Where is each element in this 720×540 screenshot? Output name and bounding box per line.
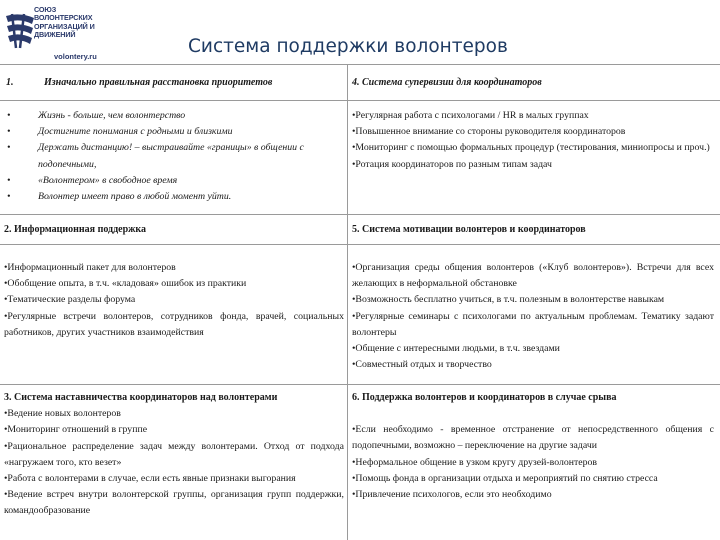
list-item: • «Волонтером» в свободное время <box>7 174 178 186</box>
row-divider <box>0 214 720 215</box>
list-item: •Регулярные встречи волонтеров, сотрудников фонда, врачей, социальных работников, других участников взаимодействия <box>4 310 344 338</box>
section-3-title: 3. Система наставничества координаторов над волонтерами <box>4 392 278 403</box>
row-divider <box>0 384 720 385</box>
list-item: • Держать дистанцию! – выстраивайте «границы» в общении с подопечными, <box>7 142 304 170</box>
list-item: •Регулярная работа с психологами / HR в малых группах <box>352 110 589 121</box>
logo-website: volontery.ru <box>54 52 97 61</box>
list-item: •Мониторинг отношений в группе <box>4 424 148 436</box>
section-1-list <box>0 108 345 205</box>
list-item: •Рациональное распределение задач между волонтерами. Отход от подхода «нагружаем того, кто везет» <box>4 440 344 468</box>
section-6-title: 6. Поддержка волонтеров и координаторов в случае срыва <box>352 392 617 403</box>
list-item: •Повышенное внимание со стороны руководителя координаторов <box>352 126 626 138</box>
support-table <box>0 64 720 540</box>
section-3-content <box>4 390 344 520</box>
section-4-content <box>352 108 714 173</box>
list-item: • Достигните понимания с родными и близкими <box>7 126 233 138</box>
section-2-content <box>4 260 344 341</box>
section-1-number: 1. <box>6 77 14 88</box>
logo-line-2: ВОЛОНТЕРСКИХ <box>34 13 93 23</box>
organization-logo <box>4 4 112 66</box>
row-divider <box>0 100 720 101</box>
list-item: •Если необходимо - временное отстранение от непосредственного общения с подопечными, возможно – переключение на другие задачи <box>352 424 714 452</box>
section-6-content <box>352 390 714 503</box>
list-item: •Мониторинг с помощью формальных процедур (тестирования, миниопросы и проч.) <box>352 142 710 154</box>
list-item: •Тематические разделы форума <box>4 294 136 306</box>
page-title: Система поддержки волонтеров <box>188 36 508 57</box>
list-item: •Обобщение опыта, в т.ч. «кладовая» ошибок из практики <box>4 278 247 290</box>
list-item: •Регулярные семинары с психологами по актуальным проблемам. Тематику задают волонтеры <box>352 310 714 338</box>
column-divider <box>347 64 348 540</box>
list-item: •Ротация координаторов по разным типам задач <box>352 158 552 170</box>
logo-line-1: СОЮЗ <box>34 5 57 14</box>
logo-line-4: ДВИЖЕНИЙ <box>34 30 76 40</box>
section-5-content <box>352 260 714 373</box>
row-divider <box>0 244 720 245</box>
list-item: • Волонтер имеет право в любой момент уйти. <box>7 191 232 203</box>
list-item: • Жизнь - больше, чем волонтерство <box>7 110 186 121</box>
spacer <box>352 406 714 422</box>
list-item: •Информационный пакет для волонтеров <box>4 262 176 273</box>
section-4-title: 4. Система супервизии для координаторов <box>352 77 542 88</box>
list-item: •Совместный отдых и творчество <box>352 359 492 371</box>
list-item: •Работа с волонтерами в случае, если есть явные признаки выгорания <box>4 473 296 485</box>
list-item: •Ведение встреч внутри волонтерской группы, организация групп поддержки, командообразование <box>4 489 344 517</box>
logo-line-3: ОРГАНИЗАЦИЙ И <box>34 21 95 31</box>
list-item: •Общение с интересными людьми, в т.ч. звездами <box>352 343 560 355</box>
list-item: •Привлечение психологов, если это необходимо <box>352 489 552 501</box>
list-item: •Помощь фонда в организации отдыха и мероприятий по снятию стресса <box>352 472 658 484</box>
section-1-title: Изначально правильная расстановка приоритетов <box>44 77 273 88</box>
section-5-title: 5. Система мотивации волонтеров и координаторов <box>352 224 586 235</box>
list-item: •Возможность бесплатно учиться, в т.ч. полезным в волонтерстве навыкам <box>352 294 665 306</box>
list-item: •Неформальное общение в узком кругу друзей-волонтеров <box>352 456 598 468</box>
table-border-top <box>0 64 720 65</box>
section-2-title: 2. Информационная поддержка <box>4 224 147 235</box>
list-item: •Организация среды общения волонтеров («Клуб волонтеров»). Встречи для всех желающих в неформальной обстановке <box>352 262 714 290</box>
logo-emblem-icon <box>4 10 36 50</box>
list-item: •Ведение новых волонтеров <box>4 408 121 420</box>
